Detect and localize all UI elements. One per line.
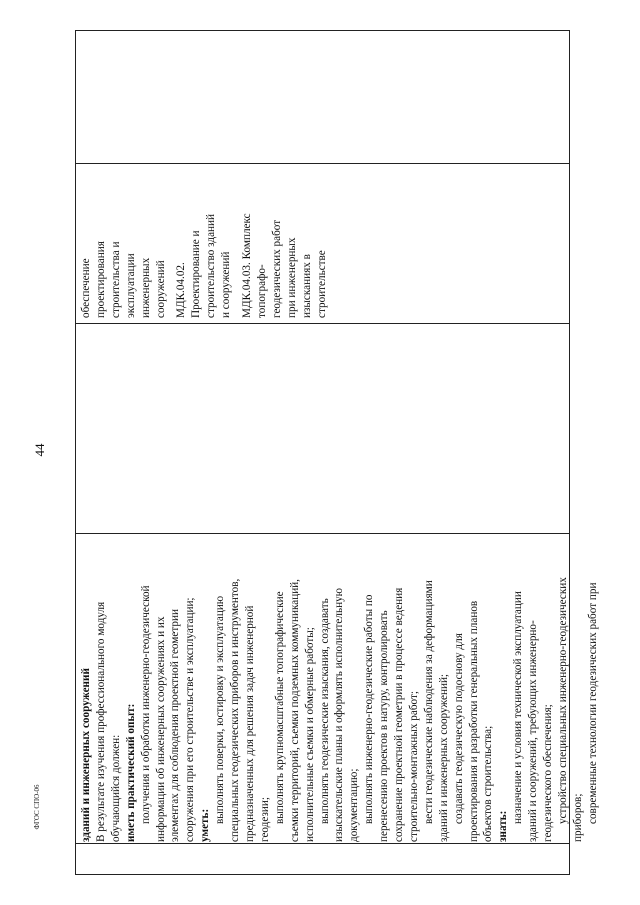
requirement-line: элементах для соблюдения проектной геометрии xyxy=(169,609,182,842)
requirement-line: выполнять поверки, юстировку и эксплуатацию xyxy=(214,595,227,824)
requirement-line: назначение и условия технической эксплуатации xyxy=(512,591,525,824)
requirement-line: обучающийся должен: xyxy=(109,734,122,842)
column-divider-2 xyxy=(76,533,569,534)
course-code-line: строительстве xyxy=(315,250,328,318)
requirement-line: зданий и сооружений, требующих инженерно- xyxy=(527,620,540,842)
course-code-line: сооружений xyxy=(154,260,167,318)
course-code-item xyxy=(174,168,234,318)
requirement-line: предназначенных для решения задач инженерной xyxy=(243,605,256,842)
requirement-line: сохранение проектной геометрии в процессе ведения xyxy=(393,587,406,842)
course-code-line: МДК.04.03. Комплекс xyxy=(241,213,254,318)
requirement-line: современные технологии геодезических работ при xyxy=(586,582,599,824)
requirement-line: создавать геодезическую подоснову для xyxy=(452,633,465,824)
course-code-line: проектирования xyxy=(94,241,107,318)
requirement-line: вести геодезические наблюдения за деформациями xyxy=(422,580,435,824)
requirement-line: зданий и инженерных сооружений xyxy=(80,668,92,842)
course-code-line: строительства и xyxy=(109,241,122,318)
requirement-line: изыскательские планы и оформлять исполнительную xyxy=(333,587,346,842)
requirement-line: специальных геодезических приборов и инструментов, xyxy=(229,578,242,842)
requirement-line: геодезии; xyxy=(258,797,271,842)
requirement-line: устройство специальных инженерно-геодезических xyxy=(557,577,569,824)
requirement-line: объектов строительства; xyxy=(482,725,495,842)
course-code-line: строительство зданий xyxy=(205,214,218,318)
requirement-line: исполнительные съемки и обмерные работы; xyxy=(303,627,316,842)
course-code-line: инженерных xyxy=(139,257,152,318)
course-codes-cell xyxy=(79,168,336,318)
requirement-line: уметь: xyxy=(199,808,212,842)
requirement-line: выполнять геодезические изыскания, создавать xyxy=(318,598,331,824)
course-code-item xyxy=(79,168,168,318)
course-code-line: Проектирование и xyxy=(190,230,203,318)
course-code-line: геодезических работ xyxy=(270,219,283,318)
course-code-line: топографо- xyxy=(255,264,268,318)
requirement-line: проектирования и разработки генеральных планов xyxy=(467,600,480,842)
requirement-line: получения и обработки инженерно-геодезической xyxy=(139,585,152,824)
course-code-line: обеспечение xyxy=(80,258,92,318)
course-code-line: МДК.04.02. xyxy=(175,262,188,318)
requirement-line: съемки территорий, съемки подземных коммуникаций, xyxy=(288,579,301,842)
course-code-line: изысканиях в xyxy=(300,254,313,318)
course-code-line: и сооружений xyxy=(220,251,233,318)
requirement-line: приборов; xyxy=(571,793,584,842)
curriculum-table xyxy=(75,30,599,875)
course-code-line: эксплуатации xyxy=(124,253,137,318)
course-code-item xyxy=(240,168,329,318)
requirement-line: В результате изучения профессионального модуля xyxy=(94,601,107,842)
requirement-line: знать: xyxy=(497,810,510,842)
footer-code: ФГОС СПО-06 xyxy=(33,784,41,830)
requirement-line: строительно-монтажных работ; xyxy=(407,691,420,842)
requirement-line: геодезического обеспечения; xyxy=(542,704,555,842)
column-divider-4 xyxy=(76,163,569,164)
column-divider-3 xyxy=(76,323,569,324)
page-number: 44 xyxy=(32,443,47,457)
requirement-line: сооружения при его строительстве и эксплуатации; xyxy=(184,597,197,842)
requirement-line: выполнять инженерно-геодезические работы по xyxy=(363,594,376,824)
requirement-line: информации об инженерных сооружениях и их xyxy=(154,616,167,842)
column-divider-1 xyxy=(76,843,569,844)
course-code-line: при инженерных xyxy=(285,237,298,318)
rotated-page-content xyxy=(75,30,599,875)
requirement-line: выполнять крупномасштабные топографические xyxy=(273,591,286,824)
requirement-line: зданий и инженерных сооружений; xyxy=(437,673,450,842)
requirement-line: документацию; xyxy=(348,768,361,842)
requirement-line: перенесению проектов в натуру, контролировать xyxy=(378,610,391,842)
requirement-line: иметь практический опыт: xyxy=(124,703,137,842)
competency-requirements-cell xyxy=(79,536,601,842)
